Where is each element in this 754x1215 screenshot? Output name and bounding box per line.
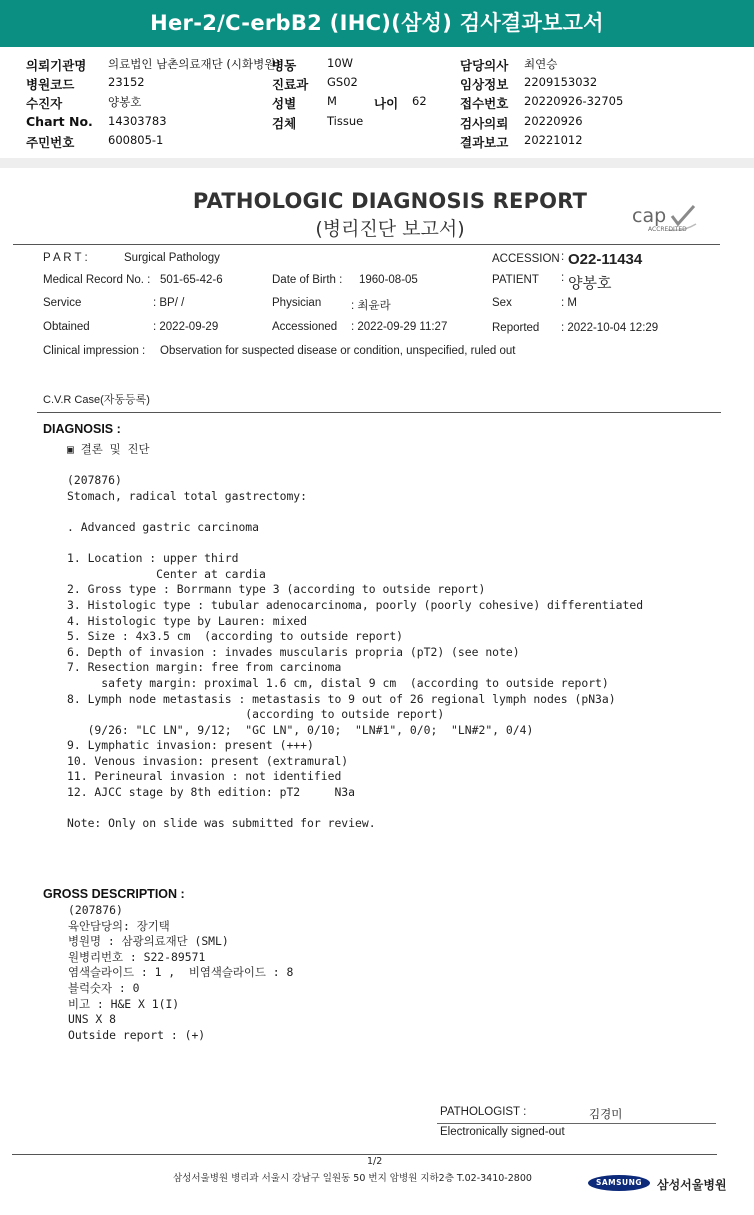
diagnosis-line: safety margin: proximal 1.6 cm, distal 9 cm (according to outside report)	[67, 675, 609, 690]
diagnosis-line: ▣ 결론 및 진단	[67, 442, 150, 456]
gross-line: 병원명 : 삼광의료재단 (SML)	[68, 934, 229, 949]
samsung-logo: SAMSUNG	[588, 1175, 650, 1191]
diagnosis-line: (9/26: "LC LN", 9/12; "GC LN", 0/10; "LN#1", 0/0; "LN#2", 0/4)	[67, 722, 534, 737]
sex-block-value: : M	[561, 297, 577, 309]
diagnosis-line: (207876)	[67, 473, 122, 488]
footer-address: 삼성서울병원 병리과 서울시 강남구 일원동 50 번지 암병원 지하2층 T.02-3410-2800	[173, 1173, 532, 1184]
cap-accredited-text: ACCREDITED	[648, 226, 687, 233]
diagnosis-line: 7. Resection margin: free from carcinoma	[67, 660, 342, 675]
mrn-value: 501-65-42-6	[160, 274, 223, 286]
gross-line: 원병리번호 : S22-89571	[68, 949, 206, 964]
obtained-label: Obtained	[43, 321, 90, 333]
diagnosis-heading: DIAGNOSIS :	[43, 422, 121, 436]
diagnosis-body	[67, 442, 643, 832]
dob-value: 1960-08-05	[359, 274, 418, 286]
receipt-value: 20220926-32705	[524, 94, 624, 108]
divider	[437, 1123, 716, 1124]
diagnosis-line	[67, 801, 643, 817]
patient-block-value: 양봉호	[568, 275, 612, 292]
part-value: Surgical Pathology	[124, 252, 220, 264]
diagnosis-line: 8. Lymph node metastasis : metastasis to 9 out of 26 regional lymph nodes (pN3a)	[67, 691, 616, 706]
patient-label: 수진자	[26, 96, 63, 111]
diagnosis-line: 10. Venous invasion: present (extramural)	[67, 753, 349, 768]
page-number: 1/2	[367, 1156, 383, 1167]
sex-label: 성별	[272, 96, 297, 111]
mrn-label: Medical Record No. :	[43, 274, 151, 286]
cvr-case: C.V.R Case(자동등록)	[43, 394, 150, 406]
diagnosis-line	[67, 458, 643, 474]
report-date-value: 20221012	[524, 133, 583, 147]
physician-label: Physician	[272, 297, 322, 309]
diagnosis-line: Stomach, radical total gastrectomy:	[67, 488, 308, 503]
divider	[37, 412, 721, 413]
specimen-value: Tissue	[327, 114, 364, 128]
diagnosis-line: 1. Location : upper third	[67, 551, 239, 566]
dept-value: GS02	[327, 75, 358, 89]
divider	[13, 244, 720, 245]
ward-label: 병동	[272, 58, 297, 73]
footer-divider	[12, 1154, 717, 1155]
age-label: 나이	[374, 96, 399, 111]
diagnosis-line	[67, 504, 643, 520]
gross-line: 블럭숫자 : 0	[68, 980, 140, 995]
sex-value: M	[327, 94, 337, 108]
rrn-label: 주민번호	[26, 135, 75, 150]
clinical-impression-label: Clinical impression :	[43, 345, 146, 357]
gross-line: 염색슬라이드 : 1 , 비염색슬라이드 : 8	[68, 965, 294, 980]
report-title-bar	[0, 0, 754, 47]
accessioned-label: Accessioned	[272, 321, 338, 333]
diagnosis-line: . Advanced gastric carcinoma	[67, 519, 260, 534]
part-label: P A R T :	[43, 252, 88, 264]
diagnosis-line	[67, 536, 643, 552]
report-title-en: PATHOLOGIC DIAGNOSIS REPORT	[192, 189, 588, 213]
diagnosis-line: (according to outside report)	[67, 707, 445, 722]
accession-value: O22-11434	[568, 251, 643, 268]
specimen-label: 검체	[272, 116, 297, 131]
accession-label: ACCESSION	[492, 253, 560, 265]
hospital-code-value: 23152	[108, 75, 145, 89]
diagnosis-line: 3. Histologic type : tubular adenocarcinoma, poorly (poorly cohesive) differentiated	[67, 597, 644, 612]
diagnosis-line: 6. Depth of invasion : invades muscularis propria (pT2) (see note)	[67, 644, 520, 659]
diagnosis-line: 11. Perineural invasion : not identified	[67, 769, 342, 784]
dob-label: Date of Birth :	[272, 274, 343, 286]
physician-value: : 최윤라	[351, 300, 391, 312]
obtained-value: : 2022-09-29	[153, 321, 219, 333]
report-date-label: 결과보고	[460, 135, 509, 150]
sex-block-label: Sex	[492, 297, 512, 309]
gross-line: 육안담당의: 장기택	[68, 918, 170, 933]
request-value: 20220926	[524, 114, 583, 128]
chart-value: 14303783	[108, 114, 167, 128]
section-separator	[0, 158, 754, 168]
gross-line: Outside report : (+)	[68, 1027, 206, 1042]
institution-value: 의료법인 남촌의료재단 (시화병원)	[108, 57, 280, 71]
gross-line: (207876)	[68, 903, 123, 917]
pathologist-value: 김경미	[589, 1109, 623, 1121]
reported-value: : 2022-10-04 12:29	[561, 322, 659, 334]
diagnosis-line: 12. AJCC stage by 8th edition: pT2 N3a	[67, 785, 356, 800]
receipt-label: 접수번호	[460, 96, 509, 111]
doctor-value: 최연승	[524, 57, 558, 71]
diagnosis-line: Center at cardia	[67, 566, 266, 581]
gross-body	[68, 903, 293, 1043]
clinical-impression-value: Observation for suspected disease or condition, unspecified, ruled out	[160, 345, 516, 357]
hospital-code-label: 병원코드	[26, 77, 75, 92]
service-label: Service	[43, 297, 82, 309]
pathologist-label: PATHOLOGIST :	[440, 1106, 527, 1118]
clinical-info-label: 임상정보	[460, 77, 509, 92]
diagnosis-line: Note: Only on slide was submitted for review.	[67, 816, 376, 831]
cap-text: cap	[632, 205, 667, 227]
document-title: Her-2/C-erbB2 (IHC)(삼성) 검사결과보고서	[150, 11, 604, 35]
chart-label: Chart No.	[26, 114, 93, 129]
signed-out: Electronically signed-out	[440, 1126, 565, 1138]
age-value: 62	[412, 94, 427, 108]
dept-label: 진료과	[272, 77, 309, 92]
request-label: 검사의뢰	[460, 116, 509, 131]
gross-line: 비고 : H&E X 1(I)	[68, 996, 180, 1011]
patient-block-label: PATIENT	[492, 274, 539, 286]
service-value: : BP/ /	[153, 297, 185, 309]
accessioned-value: : 2022-09-29 11:27	[351, 321, 448, 333]
institution-label: 의뢰기관명	[26, 58, 87, 73]
reported-label: Reported	[492, 322, 540, 334]
accession-colon: :	[561, 251, 565, 263]
diagnosis-line: 5. Size : 4x3.5 cm (according to outside report)	[67, 629, 404, 644]
patient-colon: :	[561, 272, 565, 284]
report-title-ko: (병리진단 보고서)	[315, 218, 465, 240]
diagnosis-line: 2. Gross type : Borrmann type 3 (according to outside report)	[67, 582, 486, 597]
hospital-logo-text: 삼성서울병원	[657, 1178, 727, 1192]
gross-heading: GROSS DESCRIPTION :	[43, 887, 185, 901]
diagnosis-line: 4. Histologic type by Lauren: mixed	[67, 613, 308, 628]
ward-value: 10W	[327, 56, 354, 70]
doctor-label: 담당의사	[460, 58, 509, 73]
request-info-block	[0, 56, 754, 156]
gross-line: UNS X 8	[68, 1012, 117, 1027]
diagnosis-line: 9. Lymphatic invasion: present (+++)	[67, 738, 314, 753]
rrn-value: 600805-1	[108, 133, 164, 147]
patient-value: 양봉호	[108, 95, 142, 109]
clinical-info-value: 2209153032	[524, 75, 598, 89]
